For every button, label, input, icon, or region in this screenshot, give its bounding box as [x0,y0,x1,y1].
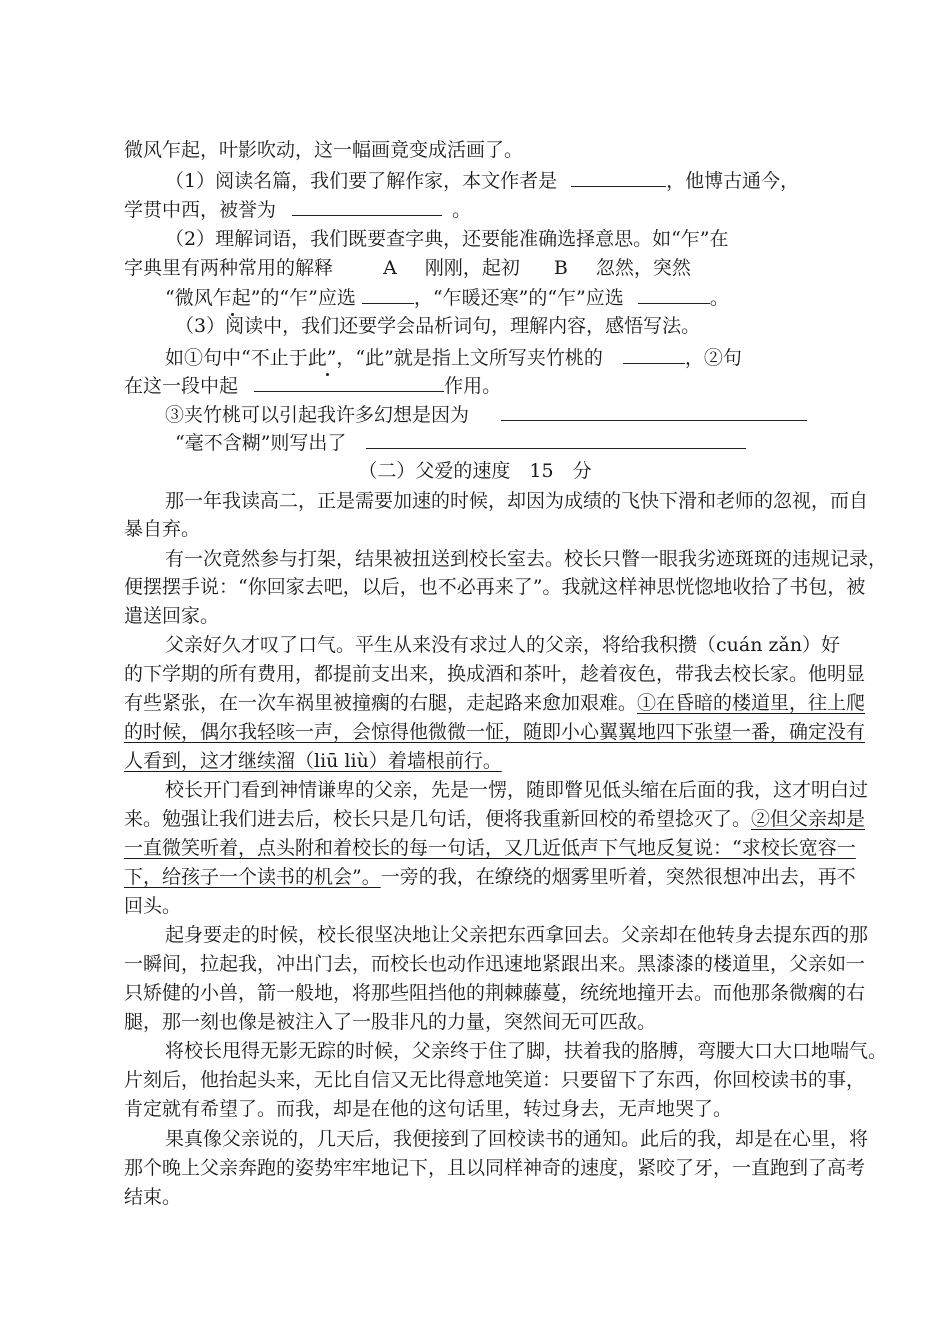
option-a-letter: A [383,257,397,279]
q3-part-6: ③夹竹桃可以引起我许多幻想是因为 [165,404,470,426]
function-answer-blank[interactable] [254,371,444,392]
question-1-text-cont: ，他博古通今， [666,170,800,192]
underlined-sentence-1-end: 人看到，这才继续溜（liū liù）着墙根前行。 [124,750,502,772]
passage-line: 回头。 [124,895,182,917]
zha-answer-blank-1[interactable] [362,283,414,304]
question-3-line-4 [165,400,807,426]
passage-line: 起身要走的时候，校长很坚决地让父亲把东西拿回去。父亲却在他转身去提东西的那 [165,924,869,946]
question-1-line-2 [124,195,471,221]
question-3-line-5 [175,428,746,454]
passage-line [124,864,856,890]
question-1-text-2: 学贯中西，被誉为 [124,199,277,221]
q2-part-1: “微风乍 [165,287,232,309]
question-2-line-3 [165,283,729,309]
passage-line: 结束。 [124,1186,182,1208]
passage-line [124,748,502,774]
underlined-sentence-2-cont: 一直微笑听着，点头附和着校长的每一句话，又几近低声下气地反复说：“求校长宽容一 [124,837,856,859]
question-2-line-1: （2）理解词语，我们既要查字典，还要能准确选择意思。如“乍”在 [165,228,729,250]
passage-line: 只矫健的小兽，箭一般地，将那些阻挡他的荆棘藤蔓，统统地撞开去。而他那条微瘸的右 [124,982,866,1004]
q3-part-4: 在这一段中起 [124,375,239,397]
passage-line: 父亲好久才叹了口气。平生从来没有求过人的父亲，将给我积攒（cuán zǎn）好 [165,634,841,656]
poem-tail-line: 微风乍起，叶影吹动，这一幅画竟变成活画了。 [124,139,524,161]
passage-line: 遣送回家。 [124,605,220,627]
passage-line: 将校长甩得无影无踪的时候，父亲终于住了脚，扶着我的胳膊，弯腰大口大口地喘气。 [165,1040,888,1062]
question-1-text: （1）阅读名篇，我们要了解作家，本文作者是 [165,170,558,192]
question-2-line-2 [124,255,691,281]
passage-line: 一瞬间，拉起我，冲出门去，而校长也动作迅速地紧跟出来。黑漆漆的楼道里，父亲如一 [124,953,866,975]
imagination-answer-blank[interactable] [501,400,807,421]
passage-line: 有一次竟然参与打架，结果被扭送到校长室去。校长只瞥一眼我劣迹斑斑的违规记录， [165,548,888,570]
passage-line: 便摆摆手说：“你回家去吧，以后，也不必再来了”。我就这样神思恍惚地收拾了书包，被 [124,576,866,598]
passage-line: 那个晚上父亲奔跑的姿势牢牢地记下，且以同样神奇的速度，紧咬了牙，一直跑到了高考 [124,1157,866,1179]
underlined-sentence-2: ②但父亲却是 [751,808,866,830]
q3-part-3: ，②句 [684,347,742,369]
zha-answer-blank-2[interactable] [638,283,710,304]
description-answer-blank[interactable] [366,428,746,449]
question-2-text: 字典里有两种常用的解释 [124,257,334,279]
passage-line [124,690,865,716]
passage-line [124,806,865,832]
question-3-line-3 [124,371,501,397]
option-b-text: 忽然，突然 [595,257,691,279]
passage-line: 校长开门看到神情谦卑的父亲，先是一愣，随即瞥见低头缩在后面的我，这才明白过 [165,779,869,801]
q3-part-5: 作用。 [444,375,502,397]
author-answer-blank[interactable] [571,166,666,187]
question-1-end: 。 [452,199,472,221]
passage-line: 果真像父亲说的，几天后，我便接到了回校读书的通知。此后的我，却是在心里，将 [165,1128,869,1150]
option-a-text: 刚刚，起初 [424,257,520,279]
passage-line: 暴自弃。 [124,518,201,540]
underlined-sentence-2-end: 下，给孩子一个读书的机会”。 [124,866,381,888]
q2-part-4: 。 [709,287,729,309]
q2-part-3: ，“乍暖还寒”的“乍”应选 [413,287,624,309]
passage-text: 有些紧张，在一次车祸里被撞瘸的右腿，走起路来愈加艰难。 [124,692,638,714]
passage-text: 来。勉强让我们进去后，校长只是几句话，便将我重新回校的希望捻灭了。 [124,808,752,830]
question-1-line-1 [165,166,799,192]
option-b-letter: B [553,257,568,279]
passage-line: 腿，那一刻也像是被注入了一股非凡的力量，突然间无可匹敌。 [124,1011,657,1033]
underlined-sentence-1: ①在昏暗的楼道里，往上爬 [637,692,866,714]
q3-part-2: ”，“此”就是指上文所写夹竹桃的 [326,347,603,369]
underlined-sentence-1-cont: 的时候，偶尔我轻咳一声，会惊得他微微一怔，随即小心翼翼地四下张望一番，确定没有 [124,721,866,743]
refers-to-answer-blank[interactable] [623,343,685,364]
question-3-line-2 [165,343,742,369]
passage-line: 片刻后，他抬起头来，无比自信又无比得意地笑道：只要留下了东西，你回校读书的事， [124,1069,866,1091]
q3-part-1: 如①句中“不止于此 [165,347,327,369]
q3-part-7: “毫不含糊”则写出了 [175,432,347,454]
q2-part-2: 起”的“乍”应选 [231,287,356,309]
passage-line: 那一年我读高二，正是需要加速的时候，却因为成绩的飞快下滑和老师的忽视，而自 [165,490,869,512]
section-2-title: （二）父爱的速度 15 分 [358,460,592,482]
passage-text: 一旁的我，在缭绕的烟雾里听着，突然很想冲出去，再不 [380,866,856,888]
passage-line: 肯定就有希望了。而我，却是在他的这句话里，转过身去，无声地哭了。 [124,1098,733,1120]
passage-line: 的下学期的所有费用，都提前支出来，换成酒和茶叶，趁着夜色，带我去校长家。他明显 [124,663,866,685]
title-answer-blank[interactable] [292,195,442,216]
question-3-line-1: （3）阅读中，我们还要学会品析词句，理解内容，感悟写法。 [175,315,701,337]
